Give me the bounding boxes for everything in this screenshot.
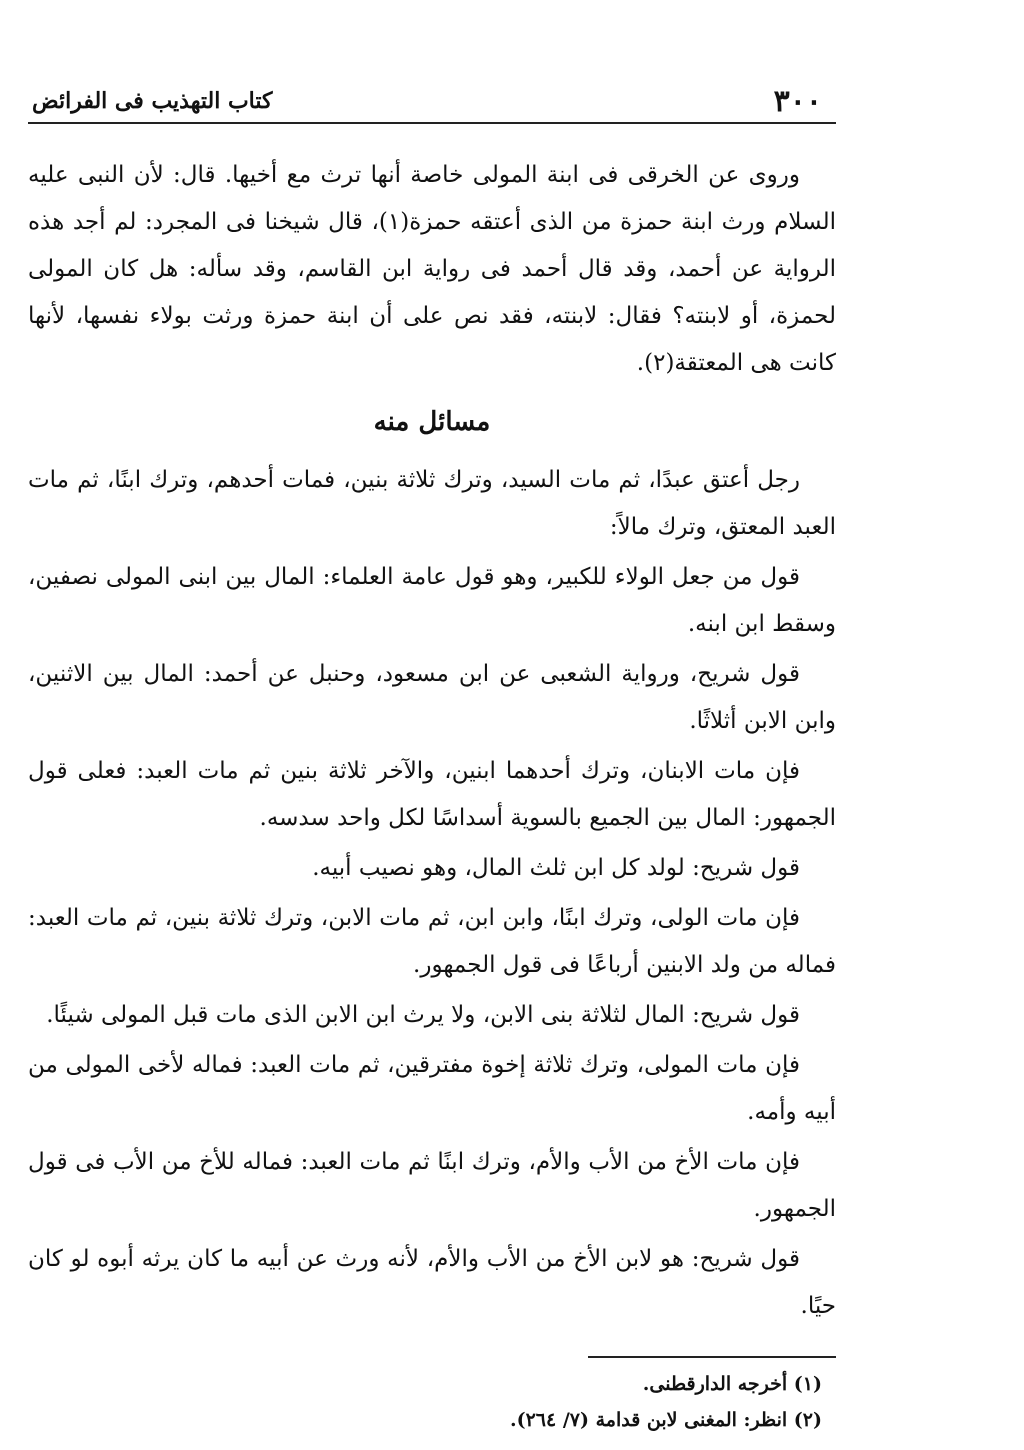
- book-page: [28, 78, 836, 1431]
- section-title: مسائل منه: [373, 407, 491, 437]
- section-paragraph: فإن مات الأخ من الأب والأم، وترك ابنًا ثم مات العبد: فماله للأخ من الأب فى قول الجمهور.: [28, 1149, 836, 1222]
- section-paragraph: قول شريح: المال لثلاثة بنى الابن، ولا يرث ابن الابن الذى مات قبل المولى شيئًا.: [46, 1002, 800, 1028]
- footnote: (١) أخرجه الدارقطنى.: [642, 1373, 822, 1395]
- section-paragraph: قول شريح: لولد كل ابن ثلث المال، وهو نصيب أبيه.: [312, 855, 800, 881]
- intro-paragraph: وروى عن الخرقى فى ابنة المولى خاصة أنها ترث مع أخيها. قال: لأن النبى عليه السلام ورث ابنة حمزة من الذى أعتقه حمزة(١)، قال شيخنا فى المجرد: لم أجد هذه الرواية عن أحمد، وقد قال أحمد فى رواية ابن القاسم، وقد سأله: هل كان المولى لحمزة، أو لابنته؟ فقال: لابنته، فقد نص على أن ابنة حمزة ورثت بولاء نفسها، لأنها كانت هى المعتقة(٢).: [28, 162, 836, 376]
- section-paragraph: رجل أعتق عبدًا، ثم مات السيد، وترك ثلاثة بنين، فمات أحدهم، وترك ابنًا، ثم مات العبد المعتق، وترك مالاً:: [28, 467, 836, 540]
- page-number: ٣٠٠: [773, 84, 822, 119]
- issues-section: [28, 387, 836, 1330]
- running-title: كتاب التهذيب فى الفرائض: [32, 88, 273, 114]
- page-header: [28, 78, 836, 124]
- section-paragraph: فإن مات المولى، وترك ثلاثة إخوة مفترقين، ثم مات العبد: فماله لأخى المولى من أبيه وأمه.: [28, 1052, 836, 1125]
- footnote-divider: [588, 1356, 836, 1358]
- section-paragraph: فإن مات الابنان، وترك أحدهما ابنين، والآخر ثلاثة بنين ثم مات العبد: فعلى قول الجمهور: المال بين الجميع بالسوية أسداسًا لكل واحد سدسه.: [28, 758, 836, 831]
- intro-block: [28, 152, 836, 387]
- section-paragraph: قول شريح: هو لابن الأخ من الأب والأم، لأنه ورث عن أبيه ما كان يرثه أبوه لو كان حيًا.: [28, 1246, 836, 1319]
- section-paragraph: قول من جعل الولاء للكبير، وهو قول عامة العلماء: المال بين ابنى المولى نصفين، وسقط ابن ابنه.: [28, 564, 836, 637]
- section-paragraph: قول شريح، ورواية الشعبى عن ابن مسعود، وحنبل عن أحمد: المال بين الاثنين، وابن الابن أثلاثًا.: [28, 661, 836, 734]
- footnotes: [28, 1366, 836, 1438]
- section-paragraph: فإن مات الولى، وترك ابنًا، وابن ابن، ثم مات الابن، وترك ثلاثة بنين، ثم مات العبد: فماله من ولد الابنين أرباعًا فى قول الجمهور.: [28, 905, 836, 978]
- footnote: (٢) انظر: المغنى لابن قدامة (٧/ ٢٦٤).: [509, 1409, 822, 1431]
